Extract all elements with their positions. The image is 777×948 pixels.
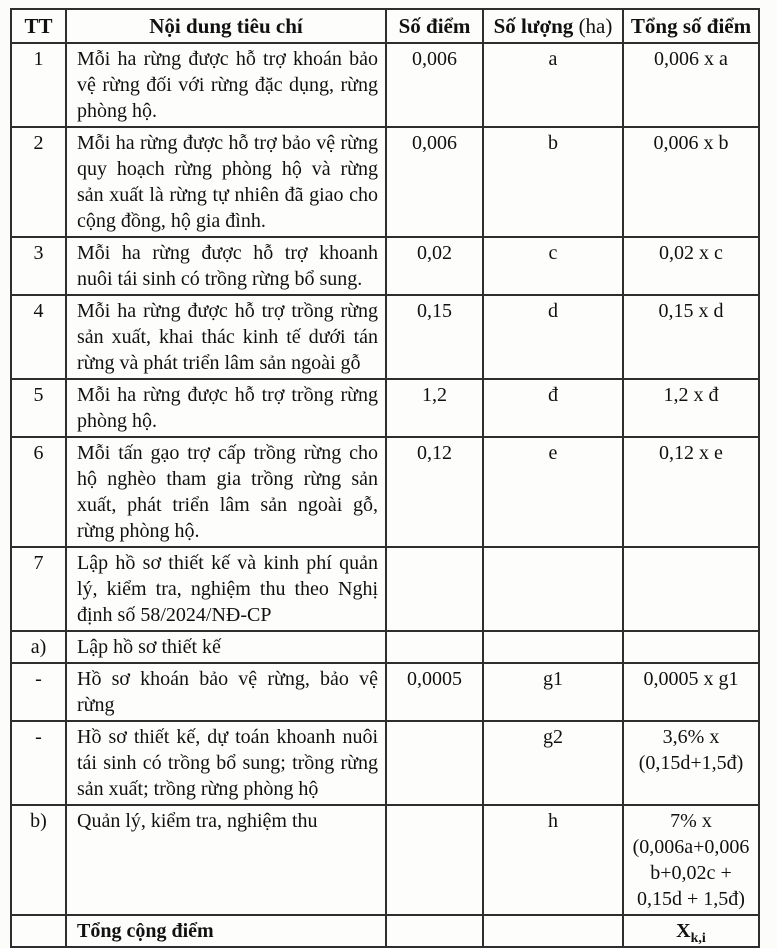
quantity-cell [483, 547, 623, 631]
table-row [11, 437, 759, 547]
total-cell: 0,006 x a [623, 43, 759, 127]
table-header-row [11, 9, 759, 43]
row-number-cell: 4 [11, 295, 66, 379]
row-number-cell [11, 915, 66, 947]
quantity-cell: a [483, 43, 623, 127]
total-cell: 0,12 x e [623, 437, 759, 547]
quantity-cell: c [483, 237, 623, 295]
total-cell: 7% x (0,006a+0,006 b+0,02c + 0,15d + 1,5đ) [623, 805, 759, 915]
quantity-cell [483, 915, 623, 947]
footer-total-cell [623, 915, 759, 947]
scoring-criteria-table [10, 8, 760, 948]
header-quantity [483, 9, 623, 43]
table-row [11, 663, 759, 721]
score-cell: 0,006 [386, 43, 483, 127]
score-cell [386, 805, 483, 915]
criteria-cell: Mỗi ha rừng được hỗ trợ trồng rừng phòng hộ. [66, 379, 386, 437]
table-row [11, 43, 759, 127]
score-cell [386, 721, 483, 805]
header-tt: TT [11, 9, 66, 43]
header-score: Số điểm [386, 9, 483, 43]
score-cell [386, 631, 483, 663]
table-row [11, 631, 759, 663]
quantity-cell [483, 631, 623, 663]
quantity-cell: d [483, 295, 623, 379]
criteria-cell: Hồ sơ khoán bảo vệ rừng, bảo vệ rừng [66, 663, 386, 721]
footer-label-cell: Tổng cộng điểm [66, 915, 386, 947]
header-quantity-label: Số lượng [493, 14, 574, 38]
score-cell [386, 547, 483, 631]
criteria-cell: Lập hồ sơ thiết kế [66, 631, 386, 663]
quantity-cell: đ [483, 379, 623, 437]
row-number-cell: 6 [11, 437, 66, 547]
total-cell [623, 547, 759, 631]
row-number-cell: 3 [11, 237, 66, 295]
row-number-cell: - [11, 663, 66, 721]
table-row [11, 237, 759, 295]
score-cell: 0,0005 [386, 663, 483, 721]
quantity-cell: e [483, 437, 623, 547]
table-row [11, 295, 759, 379]
total-subscript: k,i [690, 931, 706, 946]
total-symbol: X [676, 920, 691, 942]
quantity-cell: g2 [483, 721, 623, 805]
table-row [11, 547, 759, 631]
row-number-cell: 7 [11, 547, 66, 631]
table-row [11, 379, 759, 437]
scanned-document [10, 8, 760, 948]
quantity-cell: g1 [483, 663, 623, 721]
score-cell: 1,2 [386, 379, 483, 437]
row-number-cell: b) [11, 805, 66, 915]
row-number-cell: - [11, 721, 66, 805]
header-total: Tổng số điểm [623, 9, 759, 43]
quantity-cell: b [483, 127, 623, 237]
total-cell: 0,15 x d [623, 295, 759, 379]
table-row [11, 805, 759, 915]
score-cell: 0,006 [386, 127, 483, 237]
criteria-cell: Mỗi ha rừng được hỗ trợ bảo vệ rừng quy hoạch rừng phòng hộ và rừng sản xuất là rừng tự nhiên đã giao cho cộng đồng, hộ gia đình. [66, 127, 386, 237]
total-cell: 0,02 x c [623, 237, 759, 295]
table-footer-row [11, 915, 759, 947]
header-quantity-unit: (ha) [573, 14, 613, 38]
criteria-cell: Mỗi ha rừng được hỗ trợ khoanh nuôi tái sinh có trồng rừng bổ sung. [66, 237, 386, 295]
row-number-cell: 5 [11, 379, 66, 437]
total-cell: 1,2 x đ [623, 379, 759, 437]
score-cell: 0,02 [386, 237, 483, 295]
table-row [11, 721, 759, 805]
total-cell: 0,0005 x g1 [623, 663, 759, 721]
score-cell [386, 915, 483, 947]
score-cell: 0,15 [386, 295, 483, 379]
criteria-cell: Mỗi tấn gạo trợ cấp trồng rừng cho hộ nghèo tham gia trồng rừng sản xuất, phát triển lâm sản ngoài gỗ, rừng phòng hộ. [66, 437, 386, 547]
criteria-cell: Mỗi ha rừng được hỗ trợ trồng rừng sản xuất, khai thác kinh tế dưới tán rừng và phát triển lâm sản ngoài gỗ [66, 295, 386, 379]
total-cell [623, 631, 759, 663]
row-number-cell: 2 [11, 127, 66, 237]
row-number-cell: 1 [11, 43, 66, 127]
criteria-cell: Mỗi ha rừng được hỗ trợ khoán bảo vệ rừng đối với rừng đặc dụng, rừng phòng hộ. [66, 43, 386, 127]
total-cell: 0,006 x b [623, 127, 759, 237]
quantity-cell: h [483, 805, 623, 915]
row-number-cell: a) [11, 631, 66, 663]
header-criteria: Nội dung tiêu chí [66, 9, 386, 43]
criteria-cell: Quản lý, kiểm tra, nghiệm thu [66, 805, 386, 915]
table-row [11, 127, 759, 237]
total-cell: 3,6% x (0,15d+1,5đ) [623, 721, 759, 805]
score-cell: 0,12 [386, 437, 483, 547]
criteria-cell: Lập hồ sơ thiết kế và kinh phí quản lý, kiểm tra, nghiệm thu theo Nghị định số 58/2024/NĐ-CP [66, 547, 386, 631]
criteria-cell: Hồ sơ thiết kế, dự toán khoanh nuôi tái sinh có trồng bổ sung; trồng rừng sản xuất; trồng rừng phòng hộ [66, 721, 386, 805]
